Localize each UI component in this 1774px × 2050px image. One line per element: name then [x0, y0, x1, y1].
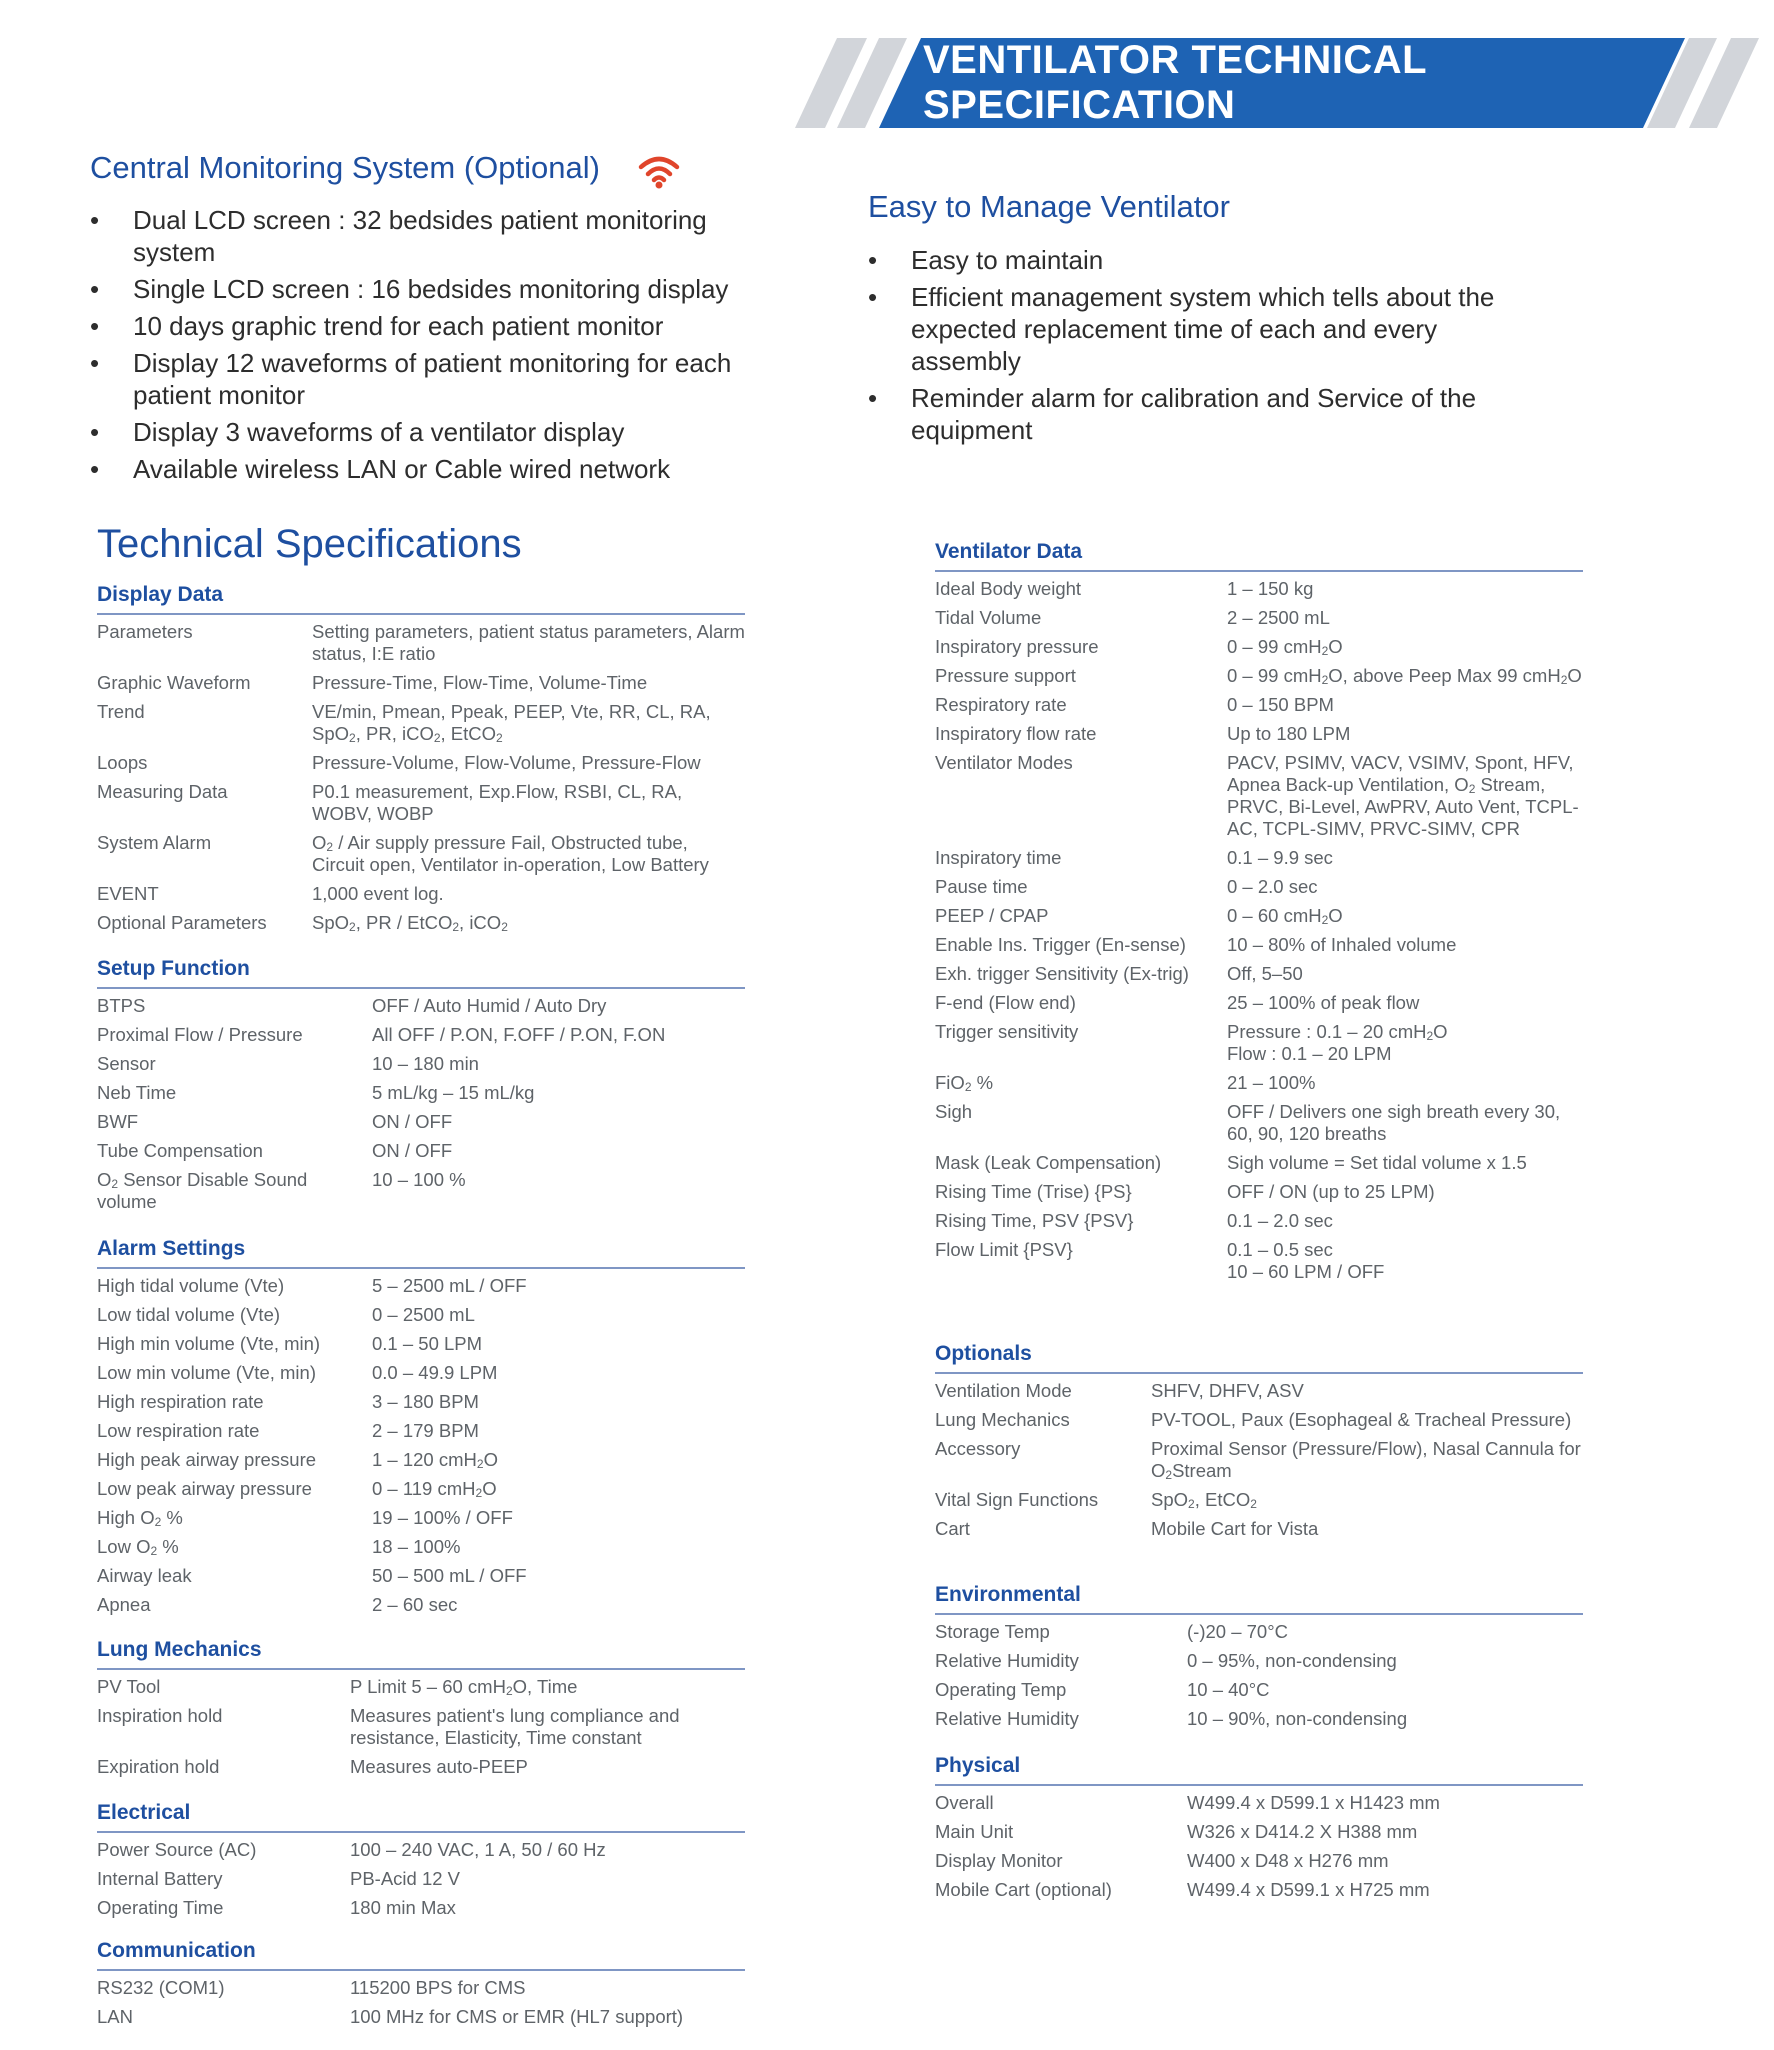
spec-row	[935, 665, 1583, 687]
spec-label: PEEP / CPAP	[935, 905, 1049, 926]
spec-label: Enable Ins. Trigger (En-sense)	[935, 934, 1186, 955]
spec-label: PV Tool	[97, 1676, 161, 1697]
cms-bullet-item: • Display 3 waveforms of a ventilator display	[90, 416, 780, 448]
spec-row	[97, 1565, 745, 1587]
spec-label: BWF	[97, 1111, 139, 1132]
spec-row	[97, 832, 745, 876]
spec-row	[97, 1053, 745, 1075]
spec-row	[935, 992, 1583, 1014]
spec-value: SHFV, DHFV, ASV	[1151, 1380, 1304, 1401]
spec-value: ON / OFF	[372, 1111, 453, 1132]
spec-row	[97, 883, 745, 905]
ventilator-data-section	[935, 540, 1583, 1290]
spec-label: Accessory	[935, 1438, 1021, 1459]
spec-value: 180 min Max	[350, 1897, 456, 1918]
spec-row	[97, 621, 745, 665]
spec-value: 0 – 150 BPM	[1227, 694, 1334, 715]
spec-row	[97, 1536, 745, 1558]
optionals-section-heading: Optionals	[935, 1342, 1583, 1374]
spec-row	[935, 1181, 1583, 1203]
spec-value: 10 – 80% of Inhaled volume	[1227, 934, 1457, 955]
spec-value: 0 – 99 cmH$_2$O, above Peep Max 99 cmH$_2$O	[1227, 665, 1582, 687]
spec-label: System Alarm	[97, 832, 212, 853]
environmental-section-heading: Environmental	[935, 1583, 1583, 1615]
spec-row	[97, 1507, 745, 1529]
spec-row	[97, 1868, 745, 1890]
spec-row	[935, 1489, 1583, 1511]
spec-value: 2 – 60 sec	[372, 1594, 458, 1615]
spec-value: OFF / ON (up to 25 LPM)	[1227, 1181, 1435, 1202]
spec-value: 10 – 90%, non-condensing	[1187, 1708, 1408, 1729]
spec-value: (-)20 – 70°C	[1187, 1621, 1288, 1642]
spec-value: 0.1 – 0.5 sec 10 – 60 LPM / OFF	[1227, 1239, 1385, 1282]
spec-value: 2 – 2500 mL	[1227, 607, 1330, 628]
spec-row	[935, 963, 1583, 985]
alarm-section-heading: Alarm Settings	[97, 1237, 745, 1269]
spec-value: 5 mL/kg – 15 mL/kg	[372, 1082, 535, 1103]
spec-value: Setting parameters, patient status parameters, Alarm status, I:E ratio	[312, 621, 745, 664]
spec-label: Trigger sensitivity	[935, 1021, 1079, 1042]
spec-label: Flow Limit {PSV}	[935, 1239, 1073, 1260]
spec-value: 0 – 2500 mL	[372, 1304, 475, 1325]
spec-label: Proximal Flow / Pressure	[97, 1024, 303, 1045]
spec-row	[97, 1705, 745, 1749]
spec-label: Display Monitor	[935, 1850, 1063, 1871]
spec-value: Pressure-Volume, Flow-Volume, Pressure-Flow	[312, 752, 701, 773]
spec-label: Neb Time	[97, 1082, 177, 1103]
spec-row	[935, 636, 1583, 658]
spec-value: 0.1 – 2.0 sec	[1227, 1210, 1333, 1231]
spec-value: OFF / Auto Humid / Auto Dry	[372, 995, 607, 1016]
spec-label: High tidal volume (Vte)	[97, 1275, 285, 1296]
spec-label: Tube Compensation	[97, 1140, 263, 1161]
spec-row	[97, 1082, 745, 1104]
communication-section-heading: Communication	[97, 1939, 745, 1971]
spec-value: 1,000 event log.	[312, 883, 444, 904]
spec-label: Rising Time, PSV {PSV}	[935, 1210, 1134, 1231]
spec-row	[935, 1021, 1583, 1065]
spec-value: P Limit 5 – 60 cmH$_2$O, Time	[350, 1676, 578, 1698]
spec-label: Measuring Data	[97, 781, 228, 802]
spec-label: Ideal Body weight	[935, 578, 1082, 599]
spec-row	[935, 1879, 1583, 1901]
display-data-section	[97, 583, 745, 941]
spec-row	[935, 905, 1583, 927]
header-banner	[795, 38, 1765, 128]
spec-row	[935, 1621, 1583, 1643]
spec-label: High peak airway pressure	[97, 1449, 317, 1470]
spec-row	[97, 1304, 745, 1326]
spec-label: High min volume (Vte, min)	[97, 1333, 321, 1354]
spec-label: Ventilation Mode	[935, 1380, 1072, 1401]
spec-label: Parameters	[97, 621, 193, 642]
spec-label: EVENT	[97, 883, 159, 904]
spec-label: Inspiration hold	[97, 1705, 223, 1726]
spec-label: Rising Time (Trise) {PS}	[935, 1181, 1132, 1202]
spec-row	[97, 1420, 745, 1442]
spec-value: ON / OFF	[372, 1140, 453, 1161]
spec-label: Airway leak	[97, 1565, 192, 1586]
tech-specs-title: Technical Specifications	[97, 522, 522, 566]
spec-row	[935, 1239, 1583, 1283]
display-section-heading: Display Data	[97, 583, 745, 615]
spec-value: PV-TOOL, Paux (Esophageal & Tracheal Pressure)	[1151, 1409, 1572, 1430]
spec-row	[935, 1072, 1583, 1094]
spec-label: High respiration rate	[97, 1391, 264, 1412]
spec-label: Tidal Volume	[935, 607, 1042, 628]
spec-value: All OFF / P.ON, F.OFF / P.ON, F.ON	[372, 1024, 666, 1045]
spec-value: 0.0 – 49.9 LPM	[372, 1362, 498, 1383]
wifi-icon	[637, 153, 681, 189]
spec-row	[935, 607, 1583, 629]
optionals-section	[935, 1342, 1583, 1547]
spec-row	[935, 876, 1583, 898]
spec-row	[935, 1518, 1583, 1540]
lung-mechanics-section	[97, 1638, 745, 1785]
spec-value: 19 – 100% / OFF	[372, 1507, 513, 1528]
spec-label: LAN	[97, 2006, 133, 2027]
spec-value: Pressure : 0.1 – 20 cmH$_2$O Flow : 0.1 – 20 LPM	[1227, 1021, 1448, 1064]
spec-row	[97, 1362, 745, 1384]
cms-title: Central Monitoring System (Optional)	[90, 150, 600, 185]
manage-bullet-list	[868, 244, 1518, 451]
spec-label: Vital Sign Functions	[935, 1489, 1099, 1510]
spec-label: Overall	[935, 1792, 994, 1813]
spec-value: Mobile Cart for Vista	[1151, 1518, 1319, 1539]
spec-row	[97, 752, 745, 774]
spec-label: Main Unit	[935, 1821, 1014, 1842]
spec-value: 1 – 150 kg	[1227, 578, 1314, 599]
banner-title: VENTILATOR TECHNICAL SPECIFICATION	[923, 38, 1427, 127]
spec-label: Operating Temp	[935, 1679, 1067, 1700]
spec-row	[97, 1897, 745, 1919]
spec-label: Sensor	[97, 1053, 156, 1074]
cms-bullet-item: • Display 12 waveforms of patient monitoring for each patient monitor	[90, 347, 780, 411]
spec-label: Optional Parameters	[97, 912, 267, 933]
spec-label: F-end (Flow end)	[935, 992, 1076, 1013]
spec-row	[935, 1438, 1583, 1482]
spec-value: Measures patient's lung compliance and resistance, Elasticity, Time constant	[350, 1705, 680, 1748]
spec-value: OFF / Delivers one sigh breath every 30, 60, 90, 120 breaths	[1227, 1101, 1561, 1144]
spec-row	[97, 1756, 745, 1778]
setup-section-heading: Setup Function	[97, 957, 745, 989]
spec-row	[97, 1449, 745, 1471]
spec-label: Low peak airway pressure	[97, 1478, 312, 1499]
spec-value: Measures auto-PEEP	[350, 1756, 528, 1777]
spec-label: Loops	[97, 752, 148, 773]
spec-label: Low min volume (Vte, min)	[97, 1362, 316, 1383]
spec-row	[97, 2006, 745, 2028]
spec-value: 10 – 40°C	[1187, 1679, 1270, 1700]
spec-row	[935, 847, 1583, 869]
spec-label: Low tidal volume (Vte)	[97, 1304, 281, 1325]
alarm-settings-section	[97, 1237, 745, 1623]
electrical-section	[97, 1801, 745, 1926]
spec-value: 115200 BPS for CMS	[350, 1977, 526, 1998]
spec-label: Sigh	[935, 1101, 973, 1122]
spec-value: 100 MHz for CMS or EMR (HL7 support)	[350, 2006, 684, 2027]
communication-section	[97, 1939, 745, 2035]
spec-label: Inspiratory flow rate	[935, 723, 1097, 744]
spec-label: Expiration hold	[97, 1756, 220, 1777]
spec-row	[97, 1333, 745, 1355]
spec-value: 0.1 – 50 LPM	[372, 1333, 483, 1354]
spec-row	[97, 1478, 745, 1500]
spec-row	[97, 781, 745, 825]
spec-value: 50 – 500 mL / OFF	[372, 1565, 527, 1586]
spec-row	[935, 1850, 1583, 1872]
spec-label: Trend	[97, 701, 145, 722]
spec-row	[935, 1792, 1583, 1814]
spec-row	[935, 1409, 1583, 1431]
spec-label: Cart	[935, 1518, 970, 1539]
lung-section-heading: Lung Mechanics	[97, 1638, 745, 1670]
spec-label: High $O_2$ %	[97, 1507, 183, 1529]
spec-label: Storage Temp	[935, 1621, 1050, 1642]
spec-value: W400 x D48 x H276 mm	[1187, 1850, 1389, 1871]
spec-value: W326 x D414.2 X H388 mm	[1187, 1821, 1418, 1842]
spec-value: SpO$_2$, PR / EtCO$_2$, iCO$_2$	[312, 912, 508, 934]
spec-row	[935, 934, 1583, 956]
spec-value: 0 – 2.0 sec	[1227, 876, 1318, 897]
spec-row	[935, 694, 1583, 716]
spec-row	[97, 1275, 745, 1297]
spec-label: Graphic Waveform	[97, 672, 251, 693]
spec-value: 0.1 – 9.9 sec	[1227, 847, 1333, 868]
spec-row	[97, 1594, 745, 1616]
spec-value: 3 – 180 BPM	[372, 1391, 479, 1412]
cms-bullet-item: • Available wireless LAN or Cable wired network	[90, 453, 780, 485]
spec-label: BTPS	[97, 995, 146, 1016]
spec-row	[97, 1169, 745, 1213]
spec-row	[97, 1839, 745, 1861]
spec-value: 18 – 100%	[372, 1536, 461, 1557]
spec-value: 10 – 100 %	[372, 1169, 466, 1190]
spec-row	[935, 1380, 1583, 1402]
spec-row	[97, 672, 745, 694]
spec-value: Up to 180 LPM	[1227, 723, 1351, 744]
spec-value: $O_2$ / Air supply pressure Fail, Obstructed tube, Circuit open, Ventilator in-operation, Low Battery	[312, 832, 709, 875]
spec-row	[935, 752, 1583, 840]
spec-row	[935, 1708, 1583, 1730]
spec-row	[97, 1676, 745, 1698]
spec-label: Relative Humidity	[935, 1650, 1079, 1671]
environmental-section	[935, 1583, 1583, 1737]
spec-row	[97, 1111, 745, 1133]
spec-value: Off, 5–50	[1227, 963, 1303, 984]
spec-label: Lung Mechanics	[935, 1409, 1070, 1430]
manage-bullet-item: • Easy to maintain	[868, 244, 1518, 276]
spec-row	[935, 1210, 1583, 1232]
spec-row	[97, 701, 745, 745]
spec-value: Proximal Sensor (Pressure/Flow), Nasal Cannula for $O_2Stream$	[1151, 1438, 1581, 1482]
physical-section	[935, 1754, 1583, 1908]
spec-label: Operating Time	[97, 1897, 224, 1918]
spec-value: VE/min, Pmean, Ppeak, PEEP, Vte, RR, CL, RA, SpO$_2$, PR, iCO$_2$, EtCO$_2$	[312, 701, 711, 745]
spec-label: Pressure support	[935, 665, 1076, 686]
manage-bullet-item: • Reminder alarm for calibration and Service of the equipment	[868, 382, 1518, 446]
electrical-section-heading: Electrical	[97, 1801, 745, 1833]
spec-value: 0 – 119 cmH$_2$O	[372, 1478, 497, 1500]
spec-label: Apnea	[97, 1594, 151, 1615]
spec-value: 0 – 60 cmH$_2$O	[1227, 905, 1343, 927]
spec-row	[97, 1977, 745, 1999]
spec-label: Power Source (AC)	[97, 1839, 257, 1860]
spec-label: Inspiratory pressure	[935, 636, 1099, 657]
spec-label: $O_2$ Sensor Disable Sound volume	[97, 1169, 308, 1212]
spec-row	[935, 1101, 1583, 1145]
spec-value: W499.4 x D599.1 x H1423 mm	[1187, 1792, 1440, 1813]
spec-value: 10 – 180 min	[372, 1053, 479, 1074]
spec-row	[97, 1024, 745, 1046]
spec-label: Mobile Cart (optional)	[935, 1879, 1112, 1900]
setup-function-section	[97, 957, 745, 1220]
spec-label: Pause time	[935, 876, 1028, 897]
spec-label: Relative Humidity	[935, 1708, 1079, 1729]
physical-section-heading: Physical	[935, 1754, 1583, 1786]
spec-label: Mask (Leak Compensation)	[935, 1152, 1162, 1173]
cms-bullet-item: • Dual LCD screen : 32 bedsides patient monitoring system	[90, 204, 780, 268]
spec-label: Low $O_2$ %	[97, 1536, 179, 1558]
spec-row	[97, 995, 745, 1017]
spec-value: 21 – 100%	[1227, 1072, 1316, 1093]
spec-value: 0 – 95%, non-condensing	[1187, 1650, 1397, 1671]
spec-label: Exh. trigger Sensitivity (Ex-trig)	[935, 963, 1189, 984]
spec-label: Inspiratory time	[935, 847, 1062, 868]
spec-value: W499.4 x D599.1 x H725 mm	[1187, 1879, 1430, 1900]
spec-value: PB-Acid 12 V	[350, 1868, 461, 1889]
spec-row	[97, 912, 745, 934]
spec-row	[935, 578, 1583, 600]
spec-value: 25 – 100% of peak flow	[1227, 992, 1420, 1013]
spec-value: 5 – 2500 mL / OFF	[372, 1275, 527, 1296]
spec-row	[935, 1679, 1583, 1701]
spec-row	[935, 1821, 1583, 1843]
spec-row	[935, 723, 1583, 745]
spec-value: 0 – 99 cmH$_2$O	[1227, 636, 1343, 658]
cms-bullet-list	[90, 204, 780, 490]
spec-value: Pressure-Time, Flow-Time, Volume-Time	[312, 672, 648, 693]
spec-value: 2 – 179 BPM	[372, 1420, 479, 1441]
spec-value: 1 – 120 cmH$_2$O	[372, 1449, 498, 1471]
spec-row	[935, 1152, 1583, 1174]
spec-value: 100 – 240 VAC, 1 A, 50 / 60 Hz	[350, 1839, 606, 1860]
spec-label: Ventilator Modes	[935, 752, 1073, 773]
spec-value: Sigh volume = Set tidal volume x 1.5	[1227, 1152, 1527, 1173]
cms-bullet-item: • 10 days graphic trend for each patient monitor	[90, 310, 780, 342]
spec-label: FiO$_2$ %	[935, 1072, 994, 1094]
spec-value: P0.1 measurement, Exp.Flow, RSBI, CL, RA, WOBV, WOBP	[312, 781, 683, 824]
spec-value: SpO$_2$, EtCO$_2$	[1151, 1489, 1257, 1511]
spec-row	[97, 1391, 745, 1413]
spec-label: Internal Battery	[97, 1868, 223, 1889]
cms-bullet-item: • Single LCD screen : 16 bedsides monitoring display	[90, 273, 780, 305]
spec-row	[935, 1650, 1583, 1672]
spec-label: Low respiration rate	[97, 1420, 260, 1441]
spec-label: RS232 (COM1)	[97, 1977, 225, 1998]
manage-title: Easy to Manage Ventilator	[868, 189, 1230, 224]
spec-label: Respiratory rate	[935, 694, 1067, 715]
ventilator-section-heading: Ventilator Data	[935, 540, 1583, 572]
spec-value: PACV, PSIMV, VACV, VSIMV, Spont, HFV, Apnea Back-up Ventilation, $O_2$ Stream, PRVC, Bi-Level, AwPRV, Auto Vent, TCPL-AC, TCPL-SIMV, PRVC-SIMV, CPR	[1227, 752, 1579, 839]
spec-row	[97, 1140, 745, 1162]
manage-bullet-item: • Efficient management system which tells about the expected replacement time of each and every assembly	[868, 281, 1518, 377]
